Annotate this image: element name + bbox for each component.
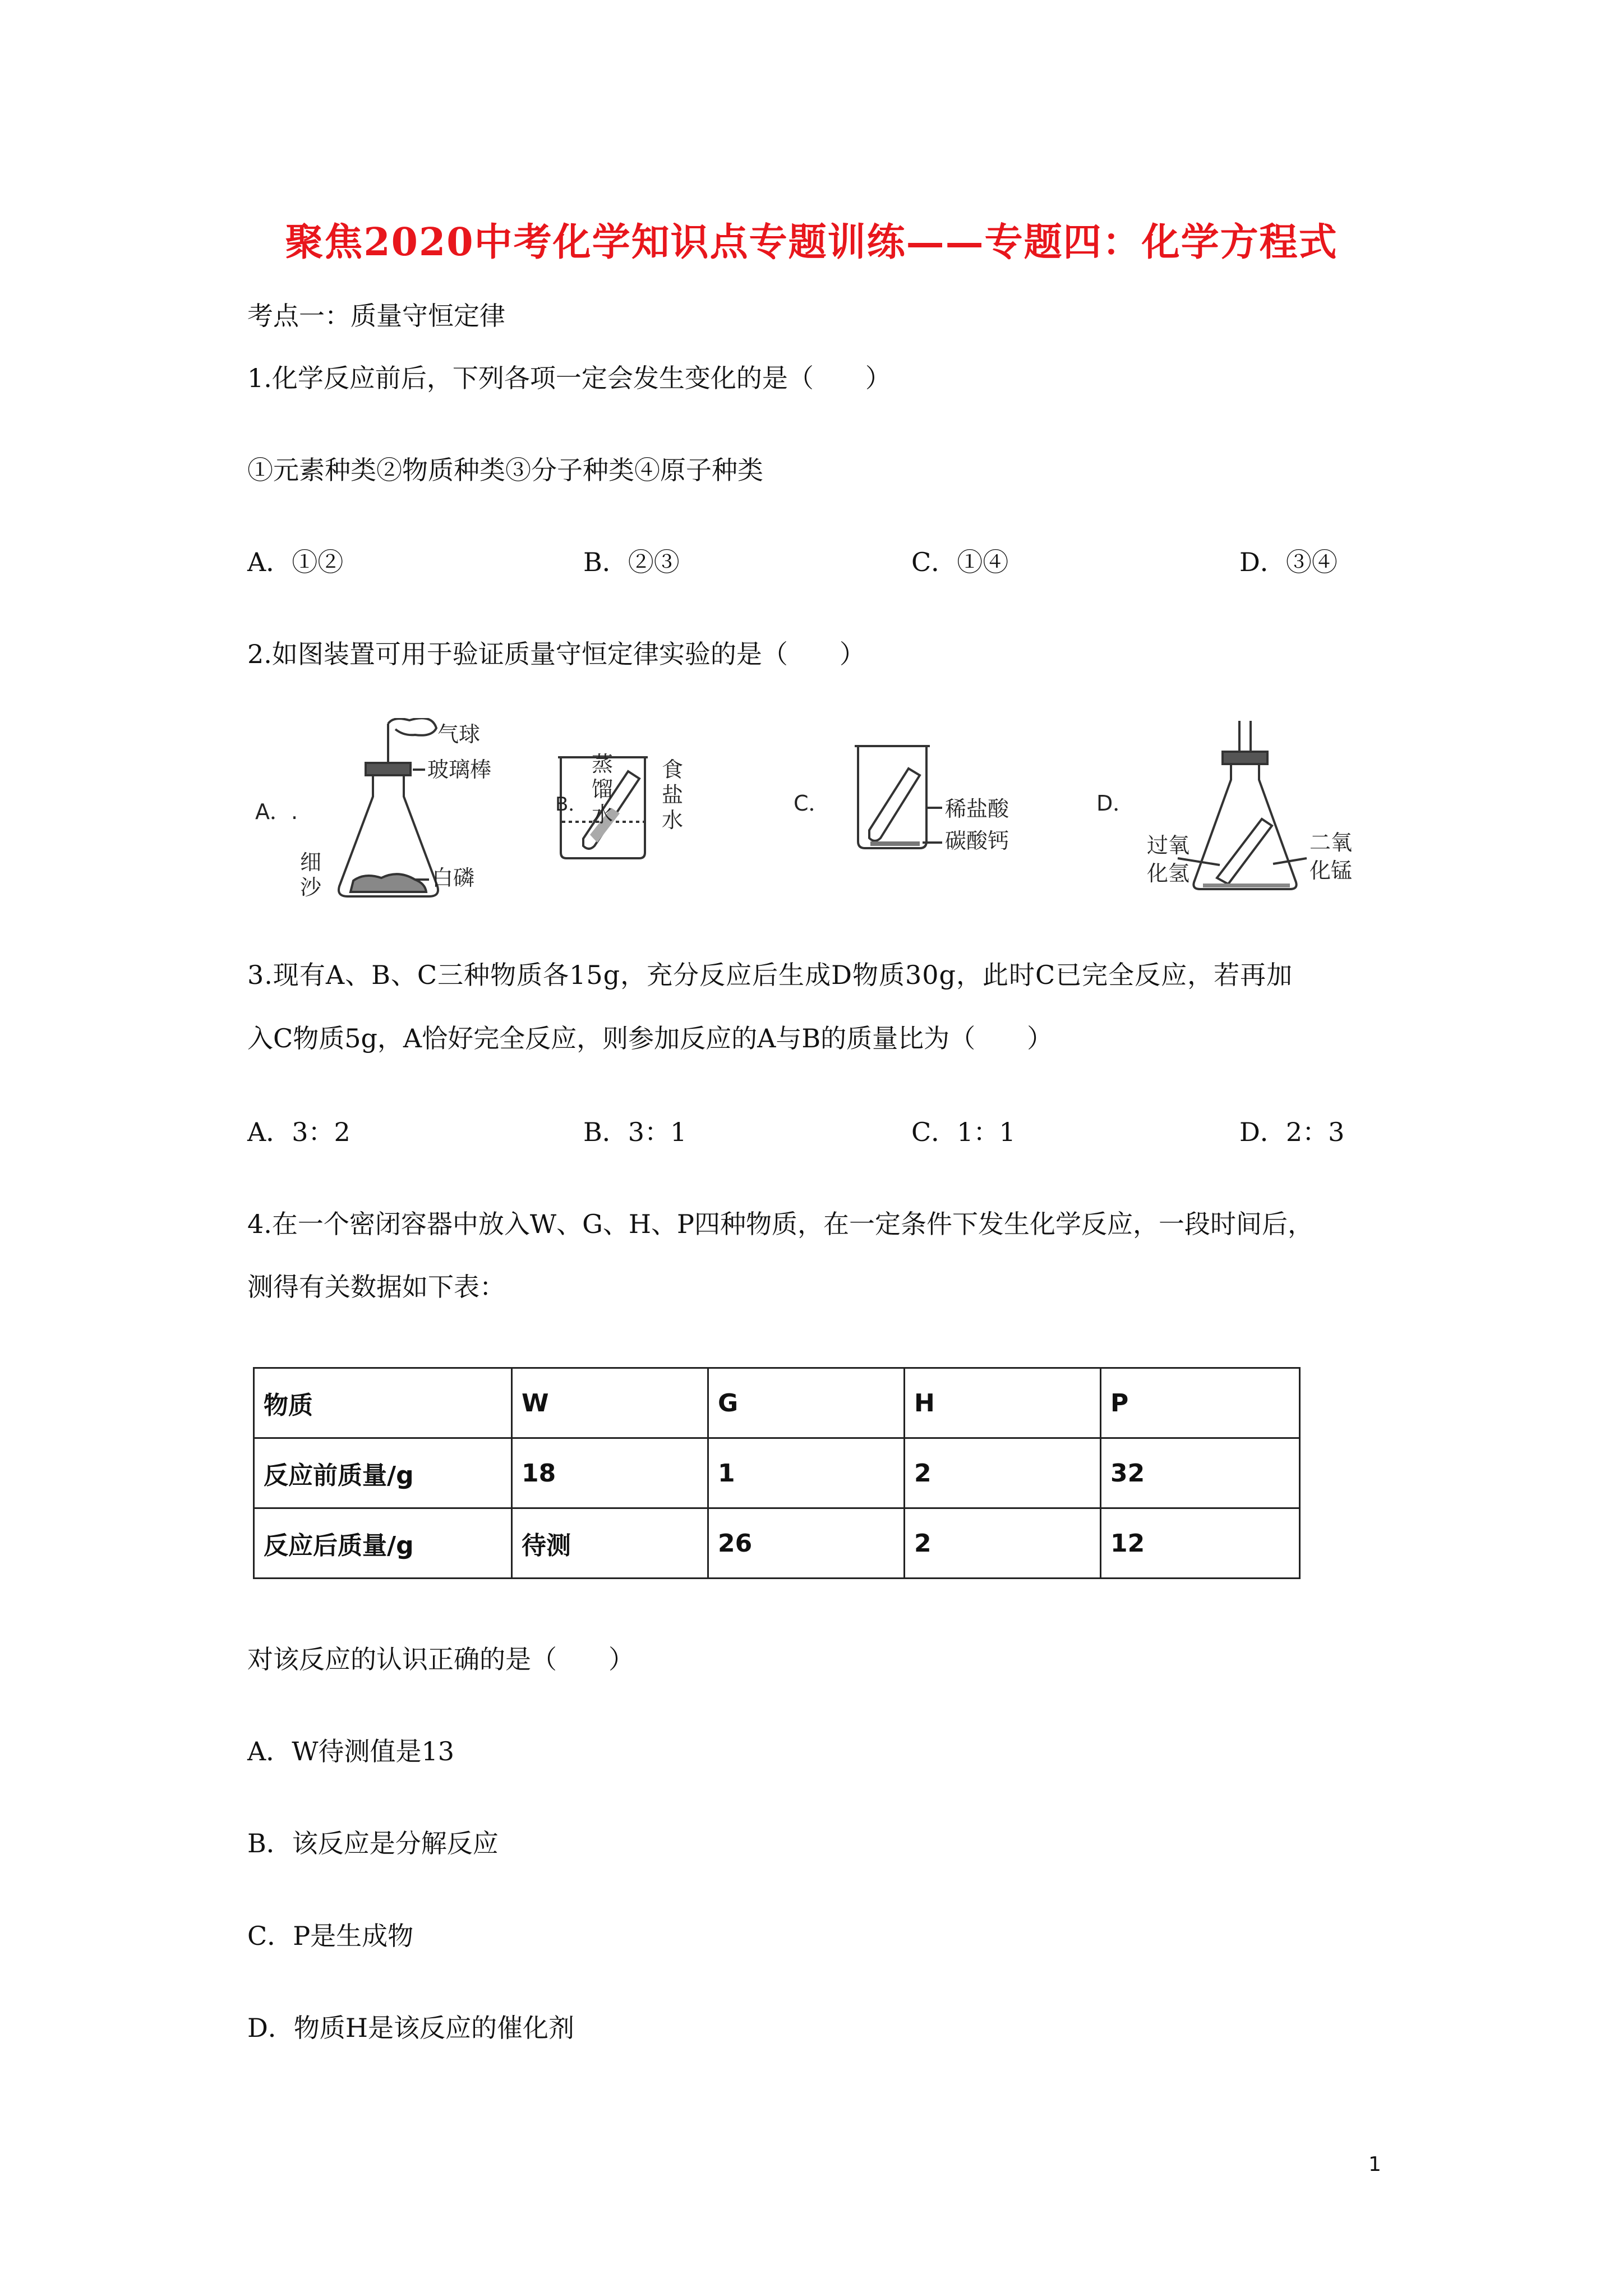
figure-d-label: D． [1096,791,1135,816]
table-cell: H [905,1368,1101,1438]
figure-c-acid-label: 稀盐酸 [945,797,1009,821]
figure-b-label: B． [555,793,588,816]
question-4-line-1: 4.在一个密闭容器中放入W、G、H、P四种物质，在一定条件下发生化学反应，一段时间后， [247,1209,1313,1239]
question-3-option-a: A．3：2 [247,1117,351,1147]
figure-a-sand-label-1: 细 [300,850,322,875]
question-1-option-c: C．①④ [911,547,1009,577]
table-cell: W [512,1368,708,1438]
table-cell: 32 [1101,1438,1300,1508]
table-cell: 1 [708,1438,905,1508]
question-4-line-2: 测得有关数据如下表： [247,1272,505,1302]
table-cell: 反应前质量/g [254,1438,512,1508]
figure-c-carbonate-label: 碳酸钙 [945,829,1009,853]
figure-a-rod-label: 玻璃棒 [427,757,492,782]
question-2-stem: 2.如图装置可用于验证质量守恒定律实验的是（ ） [247,639,865,669]
question-1-option-a: A．①② [247,547,344,577]
table-cell: 2 [905,1508,1101,1579]
question-4-data-table [253,1367,1301,1579]
section-heading: 考点一：质量守恒定律 [247,301,505,331]
figure-b-water-3: 水 [592,802,614,827]
question-4-option-c: C．P是生成物 [247,1921,414,1951]
table-cell: G [708,1368,905,1438]
question-2-apparatus-figure [247,718,1436,920]
figure-c-label: C． [794,791,830,816]
table-cell: 18 [512,1438,708,1508]
page-number: 1 [1368,2153,1381,2176]
table-cell: 物质 [254,1368,512,1438]
figure-d-mno2-2: 化锰 [1310,858,1353,883]
question-1-items: ①元素种类②物质种类③分子种类④原子种类 [247,455,763,485]
table-cell: P [1101,1368,1300,1438]
question-4-prompt: 对该反应的认识正确的是（ ） [247,1644,634,1674]
apparatus-d [1178,721,1307,889]
table-cell: 26 [708,1508,905,1579]
question-4-option-a: A．W待测值是13 [247,1736,455,1766]
table-cell: 12 [1101,1508,1300,1579]
figure-b-salt-2: 盐 [662,783,684,807]
question-1-stem: 1.化学反应前后，下列各项一定会发生变化的是（ ） [247,363,891,393]
figure-a-balloon-label: 气球 [437,722,481,747]
figure-b-water-1: 蒸 [592,752,614,776]
apparatus-a [339,718,438,896]
question-3-option-c: C．1：1 [911,1117,1016,1147]
table-row [254,1508,1300,1579]
page-title: 聚焦2020中考化学知识点专题训练——专题四：化学方程式 [285,220,1338,265]
question-3-line-1: 3.现有A、B、C三种物质各15g，充分反应后生成D物质30g，此时C已完全反应，若再加 [247,960,1293,990]
figure-b-salt-3: 水 [662,808,684,832]
question-1-option-d: D．③④ [1239,547,1338,577]
question-4-option-d: D．物质H是该反应的催化剂 [247,2013,574,2043]
table-cell: 反应后质量/g [254,1508,512,1579]
figure-d-peroxide-2: 化氢 [1147,861,1190,886]
figure-d-peroxide-1: 过氧 [1147,833,1190,858]
question-3-option-d: D．2：3 [1239,1117,1345,1147]
figure-a-sand-label-2: 沙 [300,875,322,900]
question-3-line-2: 入C物质5g，A恰好完全反应，则参加反应的A与B的质量比为（ ） [247,1023,1053,1053]
figure-b-water-2: 馏 [592,777,614,802]
table-cell: 待测 [512,1508,708,1579]
question-3-option-b: B．3：1 [583,1117,687,1147]
question-1-option-b: B．②③ [583,547,680,577]
question-4-option-b: B．该反应是分解反应 [247,1828,499,1858]
table-row [254,1438,1300,1508]
figure-a-phosphorus-label: 白磷 [432,866,475,890]
apparatus-c [855,746,942,848]
table-cell: 2 [905,1438,1101,1508]
figure-a-label: A．. [255,799,298,824]
table-row [254,1368,1300,1438]
figure-b-salt-1: 食 [662,757,684,782]
figure-d-mno2-1: 二氧 [1310,830,1353,855]
